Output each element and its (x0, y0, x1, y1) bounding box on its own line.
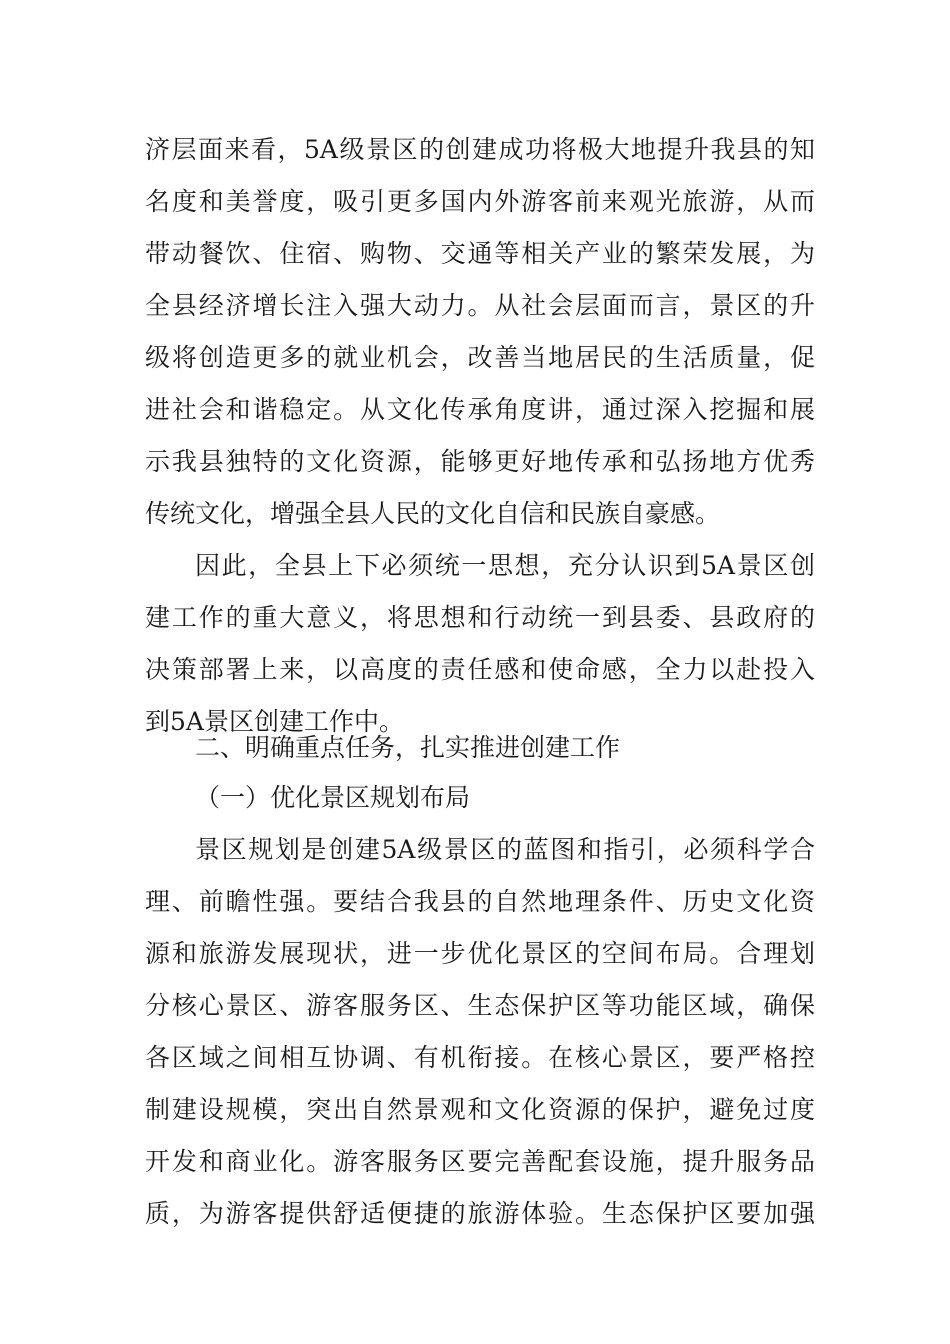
text-line: 质，为游客提供舒适便捷的旅游体验。生态保护区要加强 (145, 1199, 815, 1228)
text-line: 源和旅游发展现状，进一步优化景区的空间布局。合理划 (145, 939, 815, 968)
text-line: 各区域之间相互协调、有机衔接。在核心景区，要严格控 (145, 1043, 815, 1072)
text-line: 决策部署上来，以高度的责任感和使命感，全力以赴投入 (145, 655, 815, 684)
text-line: 济层面来看，5A级景区的创建成功将极大地提升我县的知 (145, 135, 815, 164)
paragraph-first-line: 景区规划是创建5A级景区的蓝图和指引，必须科学合 (195, 835, 815, 864)
text-line: 理、前瞻性强。要结合我县的自然地理条件、历史文化资 (145, 887, 815, 916)
text-line: 制建设规模，突出自然景观和文化资源的保护，避免过度 (145, 1095, 815, 1124)
text-line: 分核心景区、游客服务区、生态保护区等功能区域，确保 (145, 991, 815, 1020)
text-line: 进社会和谐稳定。从文化传承角度讲，通过深入挖掘和展 (145, 395, 815, 424)
text-line: 带动餐饮、住宿、购物、交通等相关产业的繁荣发展，为 (145, 239, 815, 268)
text-line: 全县经济增长注入强大动力。从社会层面而言，景区的升 (145, 291, 815, 320)
text-line: 名度和美誉度，吸引更多国内外游客前来观光旅游，从而 (145, 187, 815, 216)
text-line: 级将创造更多的就业机会，改善当地居民的生活质量，促 (145, 343, 815, 372)
text-line: 传统文化，增强全县人民的文化自信和民族自豪感。 (145, 499, 721, 528)
section-heading: 二、明确重点任务，扎实推进创建工作 (195, 733, 621, 762)
subsection-heading: （一）优化景区规划布局 (195, 783, 471, 812)
text-line: 示我县独特的文化资源，能够更好地传承和弘扬地方优秀 (145, 447, 815, 476)
text-line: 到5A景区创建工作中。 (145, 707, 404, 736)
text-line: 建工作的重大意义，将思想和行动统一到县委、县政府的 (145, 603, 815, 632)
text-line: 开发和商业化。游客服务区要完善配套设施，提升服务品 (145, 1147, 815, 1176)
paragraph-first-line: 因此，全县上下必须统一思想，充分认识到5A景区创 (195, 551, 815, 580)
